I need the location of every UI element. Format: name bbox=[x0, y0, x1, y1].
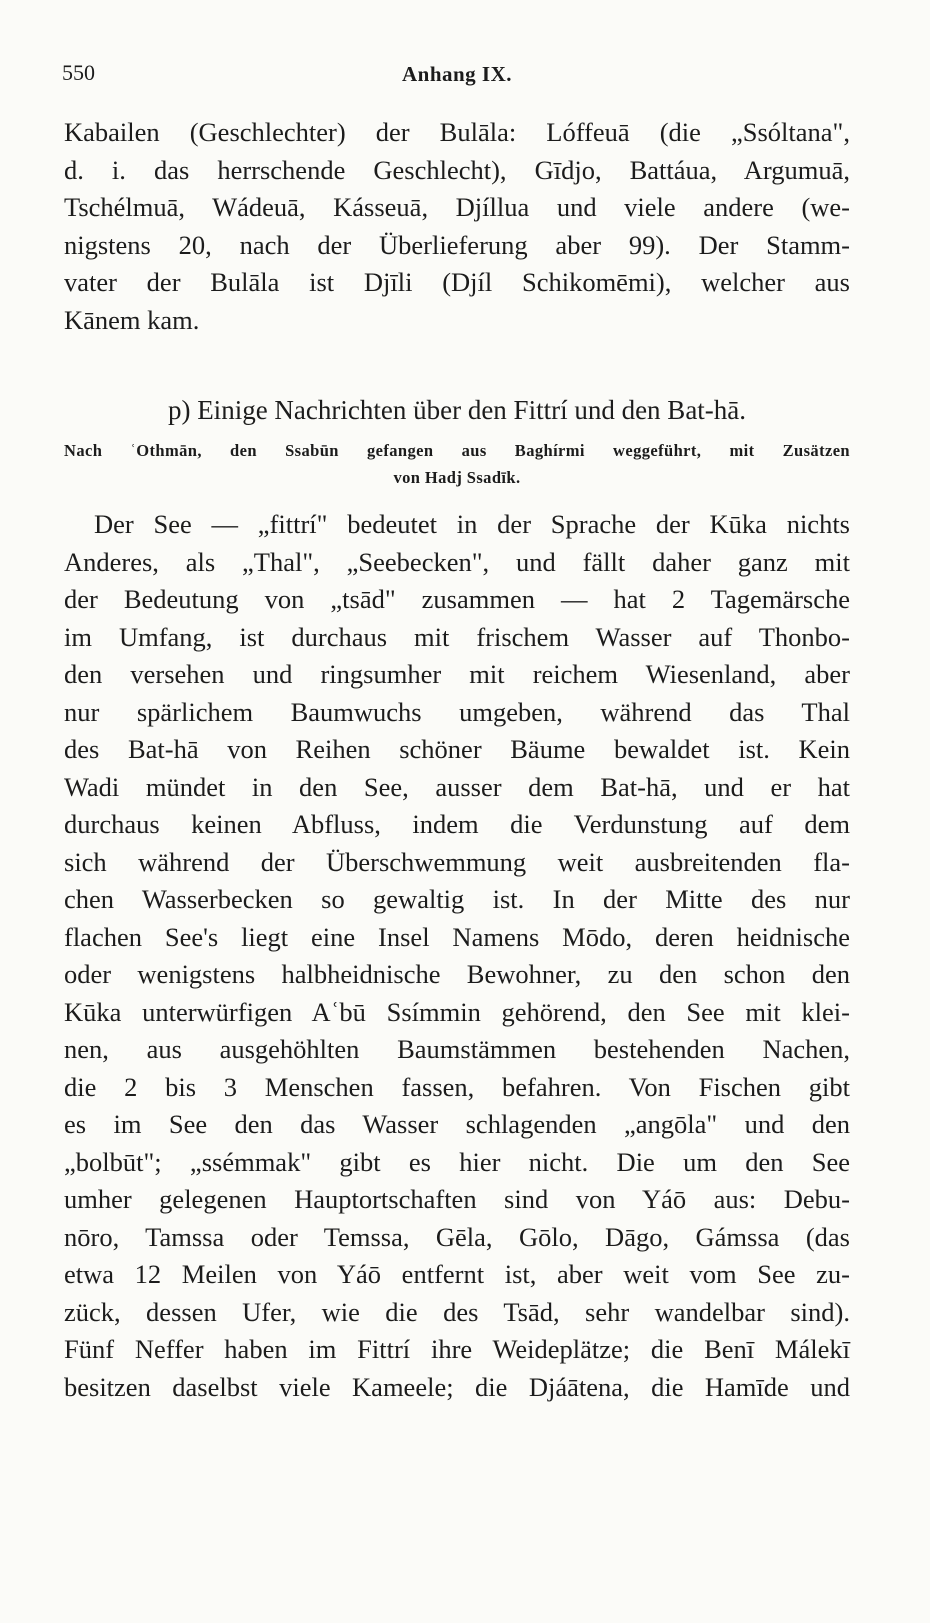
text-line: flachen See's liegt eine Insel Namens Mōdo, deren heidnische bbox=[64, 921, 850, 952]
page-number: 550 bbox=[62, 60, 95, 85]
text-line: oder wenigstens halbheidnische Bewohner, zu den schon den bbox=[64, 959, 850, 989]
text-line: umher gelegenen Hauptortschaften sind von Yáō aus: Debu- bbox=[64, 1184, 850, 1214]
text-line: nigstens 20, nach der Überlieferung aber 99). Der Stamm- bbox=[64, 229, 850, 260]
text-line: chen Wasserbecken so gewaltig ist. In der Mitte des nur bbox=[64, 884, 850, 914]
text-line: Anderes, als „Thal", „Seebecken", und fällt daher ganz mit bbox=[64, 546, 850, 577]
text-line: nur spärlichem Baumwuchs umgeben, während das Thal bbox=[64, 696, 850, 727]
text-line: d. i. das herrschende Geschlecht), Gīdjo, Battáua, Argumuā, bbox=[64, 154, 850, 185]
text-line: „bolbūt"; „ssémmak" gibt es hier nicht. Die um den See bbox=[64, 1146, 850, 1177]
text-line: des Bat-hā von Reihen schöner Bäume bewaldet ist. Kein bbox=[64, 734, 850, 764]
text-line: nōro, Tamssa oder Temssa, Gēla, Gōlo, Dāgo, Gámssa (das bbox=[64, 1221, 850, 1252]
text-line: nen, aus ausgehöhlten Baumstämmen bestehenden Nachen, bbox=[64, 1034, 850, 1064]
paragraph-main bbox=[64, 506, 850, 1406]
text-line: im Umfang, ist durchaus mit frischem Wasser auf Thonbo- bbox=[64, 621, 850, 652]
text-line: Fünf Neffer haben im Fittrí ihre Weideplätze; die Benī Málekī bbox=[64, 1334, 850, 1364]
section-source bbox=[64, 437, 850, 491]
source-line: von Hadj Ssadīk. bbox=[393, 468, 521, 487]
text-line: zück, dessen Ufer, wie die des Tsād, sehr wandelbar sind). bbox=[64, 1296, 850, 1327]
text-line: sich während der Überschwemmung weit ausbreitenden fla- bbox=[64, 846, 850, 877]
text-line: Kānem kam. bbox=[64, 304, 200, 335]
text-line: die 2 bis 3 Menschen fassen, befahren. Von Fischen gibt bbox=[64, 1071, 850, 1102]
text-line: Tschélmuā, Wádeuā, Kásseuā, Djíllua und viele andere (we- bbox=[64, 192, 850, 222]
text-line: Kūka unterwürfigen Aʿbū Ssímmin gehörend, den See mit klei- bbox=[64, 996, 850, 1027]
text-line: Kabailen (Geschlechter) der Bulāla: Lóffeuā (die „Ssóltana", bbox=[64, 117, 850, 147]
text-line: etwa 12 Meilen von Yáō entfernt ist, aber weit vom See zu- bbox=[64, 1259, 850, 1289]
page-header bbox=[62, 60, 852, 100]
paragraph-intro bbox=[64, 114, 850, 339]
text-line: vater der Bulāla ist Djīli (Djíl Schikomēmi), welcher aus bbox=[64, 267, 850, 297]
source-line: Nach ʿOthmān, den Ssabūn gefangen aus Baghírmi weggeführt, mit Zusätzen bbox=[64, 441, 850, 460]
text-line: der Bedeutung von „tsād" zusammen — hat 2 Tagemärsche bbox=[64, 584, 850, 614]
text-line: Wadi mündet in den See, ausser dem Bat-hā, und er hat bbox=[64, 771, 850, 802]
text-line: besitzen daselbst viele Kameele; die Djáātena, die Hamīde und bbox=[64, 1371, 850, 1402]
text-line: Der See — „fittrí" bedeutet in der Sprache der Kūka nichts bbox=[94, 509, 850, 539]
section-heading: p) Einige Nachrichten über den Fittrí und den Bat-hā. bbox=[167, 395, 747, 425]
text-line: durchaus keinen Abfluss, indem die Verdunstung auf dem bbox=[64, 809, 850, 839]
text-line: den versehen und ringsumher mit reichem Wiesenland, aber bbox=[64, 659, 850, 689]
running-title: Anhang IX. bbox=[401, 62, 513, 86]
text-line: es im See den das Wasser schlagenden „angōla" und den bbox=[64, 1109, 850, 1139]
